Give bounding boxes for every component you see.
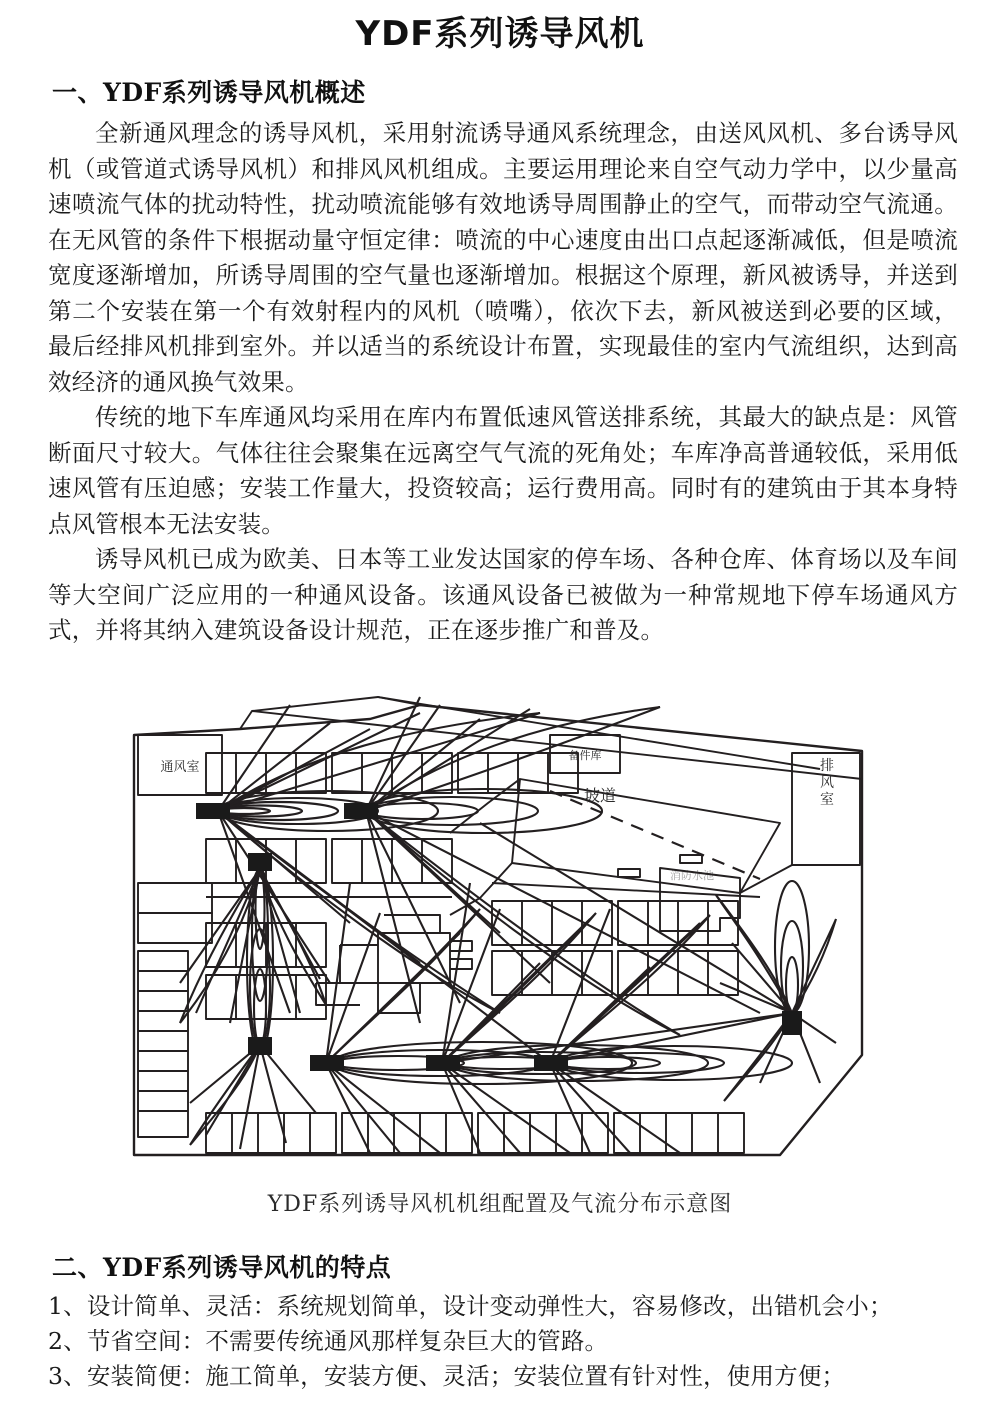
- fan-unit: [782, 1011, 802, 1035]
- feature-item: 3、安装简便：施工简单，安装方便、灵活；安装位置有针对性，使用方便；: [48, 1361, 846, 1390]
- feature-item: 2、节省空间：不需要传统通风那样复杂巨大的管路。: [48, 1326, 609, 1355]
- parking-row-bottom: [206, 1113, 744, 1153]
- label-ramp: 坡道: [583, 785, 617, 805]
- label-ventilation-room: 通风室: [160, 759, 200, 775]
- figure-container: [0, 683, 1000, 1218]
- fan-unit: [196, 803, 230, 819]
- feature-item: 1、设计简单、灵活：系统规划简单，设计变动弹性大，容易修改，出错机会小；: [48, 1291, 893, 1320]
- garage-airflow-diagram: [120, 683, 880, 1183]
- fan-unit: [426, 1055, 460, 1071]
- fan-unit: [534, 1055, 568, 1071]
- overview-paragraph-2: 传统的地下车库通风均采用在库内布置低速风管送排系统，其最大的缺点是：风管断面尺寸较大。气体往往会聚集在远离空气气流的死角处；车库净高普通较低，采用低速风管有压迫感；安装工作量大，投资较高；运行费用高。同时有的建筑由于其本身特点风管根本无法安装。: [48, 403, 958, 538]
- section-heading-features: 二、YDF系列诱导风机的特点: [52, 1252, 392, 1282]
- document-page: [0, 14, 1000, 1428]
- parking-strip-left: [138, 951, 188, 1137]
- section-heading-overview: 一、YDF系列诱导风机概述: [52, 77, 366, 107]
- label-exhaust-room: 排风室: [818, 757, 834, 809]
- page-title: YDF系列诱导风机: [355, 14, 645, 54]
- figure-caption: YDF系列诱导风机机组配置及气流分布示意图: [267, 1191, 733, 1217]
- features-list: [48, 1289, 958, 1394]
- ramp-shape: [512, 779, 780, 893]
- label-fire-water-pool: 消防水池: [670, 868, 714, 882]
- fan-unit: [344, 803, 378, 819]
- label-spare-parts-store: 备件库: [568, 748, 602, 762]
- fan-unit: [248, 1037, 272, 1055]
- parking-row-second: [206, 839, 452, 883]
- ramp-dashed-centerline: [550, 791, 760, 879]
- fan-unit: [248, 853, 272, 871]
- overview-body: [48, 116, 958, 649]
- fan-unit: [310, 1055, 344, 1071]
- overview-paragraph-3: 诱导风机已成为欧美、日本等工业发达国家的停车场、各种仓库、体育场以及车间等大空间广泛应用的一种通风设备。该通风设备已被做为一种常规地下停车场通风方式，并将其纳入建筑设备设计规范，正在逐步推广和普及。: [48, 545, 958, 645]
- overview-paragraph-1: 全新通风理念的诱导风机，采用射流诱导通风系统理念，由送风风机、多台诱导风机（或管道式诱导风机）和排风风机组成。主要运用理论来自空气动力学中，以少量高速喷流气体的扰动特性，扰动喷流能够有效地诱导周围静止的空气，而带动空气流通。在无风管的条件下根据动量守恒定律：喷流的中心速度由出口点起逐渐减低，但是喷流宽度逐渐增加，所诱导周围的空气量也逐渐增加。根据这个原理，新风被诱导，并送到第二个安装在第一个有效射程内的风机（喷嘴），依次下去，新风被送到必要的区域，最后经排风机排到室外。并以适当的系统设计布置，实现最佳的室内气流组织，达到高效经济的通风换气效果。: [48, 119, 958, 396]
